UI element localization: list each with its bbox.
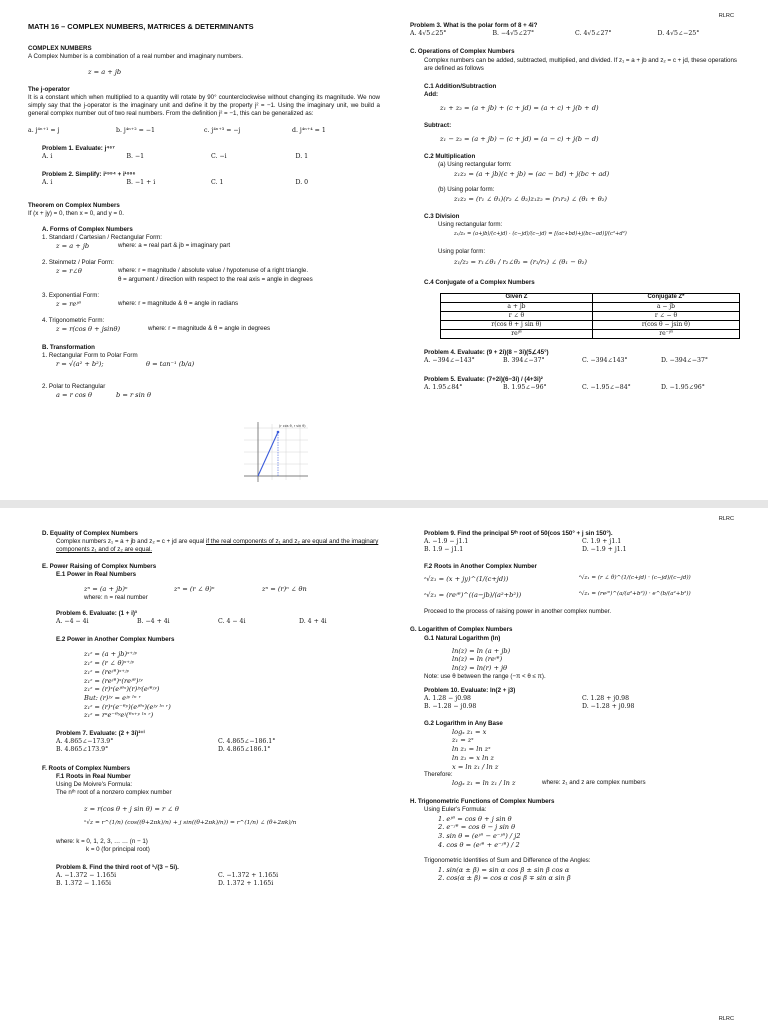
paragraph: Using De Moivre's Formula: <box>56 780 133 788</box>
choice: B. 4.865∠173.9° <box>56 746 109 754</box>
choice: B. −1.28 − j0.98 <box>424 703 477 711</box>
list-item: d. j⁴ⁿ⁺⁴ = 1 <box>292 126 326 134</box>
choice: D. −1.9 + j1.1 <box>582 546 627 554</box>
choice: C. 1.28 + j0.98 <box>582 695 630 703</box>
page2-left-column <box>28 530 380 1015</box>
graph-point-label: (r cos θ, r sin θ) <box>279 424 306 428</box>
page-2 <box>0 510 768 1015</box>
choices <box>28 153 380 161</box>
equation: zⁿ = (r)ⁿ ∠ θn <box>262 584 307 593</box>
subsection-heading: E.2 Power in Another Complex Numbers <box>56 636 175 644</box>
equation: zⁿ = (r ∠ θ)ⁿ <box>174 584 215 593</box>
note: where: a = real part & jb = imaginary part <box>118 242 231 250</box>
equation: z = a + jb <box>56 242 90 251</box>
section-heading: A. Forms of Complex Numbers <box>42 225 133 233</box>
equation: x = ln z₁ / ln z <box>452 762 499 771</box>
table-cell: r(cos θ − jsin θ) <box>592 321 739 330</box>
equation: ln(z) = ln (reʲᶿ) <box>452 655 503 664</box>
list-item: (a) Using rectangular form: <box>438 161 512 169</box>
section-heading: D. Equality of Complex Numbers <box>42 530 138 537</box>
choice: B. −1 <box>126 152 145 160</box>
choice: A. 1.95∠84° <box>424 383 463 391</box>
choice: B. −1 + i <box>126 179 156 187</box>
header-rlrc: RLRC <box>718 13 734 19</box>
text-underlined: if the real components of z₁ and z₂ are equal and the imaginary components z₁ and of z₂ are equal. <box>56 538 379 554</box>
equation: z₁ = zˣ <box>452 736 474 745</box>
choice: C. 4 − 4i <box>218 618 246 626</box>
note: θ = argument / direction with respect to the real axis = angle in degrees <box>118 275 313 283</box>
label: Subtract: <box>424 122 452 130</box>
text: Complex numbers z₁ = a + jb and z₂ = c + jd are equal <box>56 538 206 546</box>
equation: 1. sin(α ± β) = sin α cos β ± sin β cos α <box>438 865 570 874</box>
choice: D. 4√5∠−25° <box>657 30 700 38</box>
list-item: 2. Steinmetz / Polar Form: <box>42 258 114 266</box>
note: where: r = magnitude & θ = angle in radians <box>118 300 239 308</box>
subsection-heading: C.1 Addition/Subtraction <box>424 82 497 90</box>
note: where: n = real number <box>84 593 148 601</box>
choice: A. i <box>42 152 53 160</box>
choice: B. 1.9 − j1.1 <box>424 546 464 554</box>
paragraph: It is a constant which when multiplied to a quantity will rotate by 90° counterclockwise without changing its magnitude. We now simply say that the j-operator is the imaginary unit and define it by the property j² = −1. Using the imaginary unit, we build a general complex number out of two real numbers. From the definition j² = −1, this can be generalized as: <box>28 94 380 118</box>
table-cell: re⁻ʲᶿ <box>592 330 739 339</box>
page-1 <box>0 0 768 498</box>
equation: z₁/z₂ = r₁∠θ₁ / r₂∠θ₂ = (r₁/r₂) ∠ (θ₁ − θ₂) <box>454 258 587 267</box>
choice: D. −1.28 + j0.98 <box>582 703 635 711</box>
equation: ᶻ√z₁ = (x + jy)^(1/(c+jd)) <box>424 574 509 583</box>
page2-right-column <box>410 530 740 1015</box>
problem-3: Problem 3. What is the polar form of 8 + 4i? <box>410 22 538 29</box>
choice: B. 1.95∠−96° <box>503 383 547 391</box>
table-cell: a − jb <box>592 303 739 312</box>
equation: a = r cos θ <box>56 391 93 400</box>
page-separator <box>0 500 768 508</box>
table-header: Conjugate Z* <box>592 294 739 303</box>
choices <box>410 357 740 365</box>
subsection-heading: F.1 Roots in Real Number <box>56 772 131 780</box>
table-header: Given Z <box>441 294 593 303</box>
note: where: z₁ and z are complex numbers <box>542 779 646 787</box>
section-heading: COMPLEX NUMBERS <box>28 44 92 52</box>
problem-5: Problem 5. Evaluate: (7+2i)(6−3i) / (4+3i)² <box>424 375 543 383</box>
choice: D. 1 <box>295 152 309 160</box>
equation: logₓ z₁ = ln z₁ / ln z <box>452 779 516 788</box>
choice: C. 1.9 + j1.1 <box>582 538 622 546</box>
equation: ln(z) = ln(r) + jθ <box>452 664 508 673</box>
problem-4: Problem 4. Evaluate: (9 + 2i)(8 − 3i)(5∠45°) <box>424 349 549 357</box>
equation-block <box>410 728 740 772</box>
table-row <box>441 303 740 312</box>
equation: z₁ + z₂ = (a + jb) + (c + jd) = (a + c) + j(b + d) <box>440 104 599 113</box>
equation: z₁ᶻ = (reʲᶿ)ˣ(reʲᶿ)ʲʸ <box>84 676 143 685</box>
note: where: k = 0, 1, 2, 3, … … (n − 1) <box>56 837 148 845</box>
choices <box>410 384 740 392</box>
choice: A. −4 − 4i <box>56 618 89 626</box>
equation: z = reʲᶿ <box>56 300 82 309</box>
choice: D. −394∠−37° <box>661 357 709 365</box>
choice: C. −394∠143° <box>582 357 628 365</box>
equation: z = a + jb <box>88 68 122 77</box>
list-item: 4. Trigonometric Form: <box>42 316 105 324</box>
paragraph <box>28 538 380 554</box>
choice: C. 4.865∠−186.1° <box>218 738 276 746</box>
list-item: Using polar form: <box>438 248 486 256</box>
choice: B. 1.372 − 1.165i <box>56 880 112 888</box>
equation: ᶻ√z₁ = (r ∠ θ)^(1/(c+jd) · (c−jd)/(c−jd)) <box>579 574 691 581</box>
label: Add: <box>424 91 439 99</box>
choice: B. −4 + 4i <box>137 618 170 626</box>
equation: z₁ᶻ = (a + jb)ˣ⁺ʲʸ <box>84 650 137 659</box>
list-item: 1. Standard / Cartesian / Rectangular Form: <box>42 234 163 242</box>
list-item: c. j⁴ⁿ⁺³ = −j <box>204 126 241 134</box>
paragraph: If (x + jy) = 0, then x = 0, and y = 0. <box>28 209 124 217</box>
equation: z₁z₂ = (a + jb)(c + jb) = (ac − bd) + j(bc + ad) <box>454 170 610 179</box>
choice: A. −1.372 − 1.165i <box>56 872 117 880</box>
page1-left-column <box>28 22 380 498</box>
choice: A. i <box>42 179 53 187</box>
section-heading: Theorem on Complex Numbers <box>28 201 120 209</box>
subsection-heading: C.4 Conjugate of a Complex Numbers <box>424 279 535 286</box>
subsection-heading: G.1 Natural Logarithm (ln) <box>424 634 501 642</box>
choices <box>28 738 380 754</box>
list-item: 1. Rectangular Form to Polar Form <box>42 352 138 360</box>
equation: z = r(cos θ + jsinθ) <box>56 325 121 334</box>
section-heading: The j-operator <box>28 85 70 93</box>
equation: z₁ᶻ = (r ∠ θ)ˣ⁺ʲʸ <box>84 659 134 668</box>
choices <box>410 695 740 711</box>
table-cell: a + jb <box>441 303 593 312</box>
equation-block <box>410 647 740 673</box>
choices <box>28 179 380 187</box>
paragraph: Proceed to the process of raising power in another complex number. <box>424 608 612 616</box>
choice: D. −1.95∠96° <box>661 383 705 391</box>
equation: θ = tan⁻¹ (b/a) <box>146 360 195 369</box>
choice: C. 4√5∠27° <box>575 30 612 38</box>
page1-right-column <box>410 22 740 498</box>
choice: A. 4.865∠−173.9° <box>56 738 114 746</box>
choices <box>28 872 380 888</box>
table-cell: reʲᶿ <box>441 330 593 339</box>
equation-block <box>410 866 740 883</box>
equation: ᶻ√z₁ = (reʲᶿ)^((a−jb)/(a²+b²)) <box>424 591 522 600</box>
equation: But: (r)ʲʸ = eʲʸ ˡⁿ ʳ <box>84 693 141 702</box>
equation-block <box>410 815 740 850</box>
subsection-heading: F.2 Roots in Another Complex Number <box>424 562 537 570</box>
equation: logₓ z₁ = x <box>452 727 487 736</box>
equation: z₁ᶻ = rˣe⁻ᶿʸeʲ(ᶿˣ⁺ʸ ˡⁿ ʳ) <box>84 711 154 720</box>
note: where: r = magnitude / absolute value / hypotenuse of a right triangle. <box>118 267 309 275</box>
equation: 3. sin θ = (eʲᶿ − e⁻ʲᶿ) / j2 <box>438 831 521 840</box>
equation: z₁ᶻ = (r)ˣ(eʲᶿˣ)(r)ʲʸ(eʲᶿʲʸ) <box>84 685 160 694</box>
equation: ⁿ√z = r^(1/n) (cos((θ+2πk)/n) + j sin((θ+2πk)/n)) = r^(1/n) ∠ (θ+2πk)/n <box>84 820 297 827</box>
subsection-heading: G.2 Logarithm in Any Base <box>424 719 503 727</box>
choice: D. 0 <box>295 179 309 187</box>
choice: A. −394∠−143° <box>424 357 475 365</box>
equation: z₁/z₂ = (a+jb)/(c+jd) · (c−jd)/(c−jd) = [(ac+bd)+j(bc−ad)]/(c²+d²) <box>454 231 627 238</box>
equation: z₁ᶻ = (reʲᶿ)ˣ⁺ʲʸ <box>84 667 129 676</box>
choice: D. 1.372 + 1.165i <box>218 880 274 888</box>
equation: 2. e⁻ʲᶿ = cos θ − j sin θ <box>438 823 516 832</box>
problem-7: Problem 7. Evaluate: (2 + 3i)²⁺ⁱ <box>56 730 145 738</box>
table-row <box>441 321 740 330</box>
note: Note: use θ between the range (−π < θ ≤ π). <box>424 672 546 680</box>
list-item: 2. Polar to Rectangular <box>42 382 106 390</box>
choice: C. −1.95∠−84° <box>582 383 631 391</box>
list-item: (b) Using polar form: <box>438 185 495 193</box>
list-item: b. j⁴ⁿ⁺² = −1 <box>116 126 155 134</box>
equation: ln z₁ = ln zˣ <box>452 745 491 754</box>
paragraph: Trigonometric Identities of Sum and Difference of the Angles: <box>424 857 591 865</box>
equation: zⁿ = (a + jb)ⁿ <box>84 584 128 593</box>
equation-block <box>28 650 380 720</box>
choice: A. 4√5∠25° <box>410 30 447 38</box>
problem-1: Problem 1. Evaluate: j⁴⁶⁷ <box>42 144 115 152</box>
polar-graph-figure <box>238 420 310 486</box>
equation: 4. cos θ = (eʲᶿ + e⁻ʲᶿ) / 2 <box>438 840 520 849</box>
section-heading: B. Transformation <box>42 343 95 351</box>
subsection-heading: C.3 Division <box>424 212 460 220</box>
problem-6: Problem 6. Evaluate: (1 + i)³ <box>56 609 137 617</box>
table-cell: r(cos θ + j sin θ) <box>441 321 593 330</box>
equation: ln(z) = ln (a + jb) <box>452 646 511 655</box>
choice: D. 4 + 4i <box>299 618 327 626</box>
choice: D. 4.865∠186.1° <box>218 746 271 754</box>
equation: r = √(a² + b²); <box>56 360 104 369</box>
table-cell: r ∠ − θ <box>592 312 739 321</box>
note: k = 0 (for principal root) <box>86 845 150 853</box>
choice: A. 1.28 − j0.98 <box>424 695 471 703</box>
list-item: 3. Exponential Form: <box>42 292 100 300</box>
paragraph: Complex numbers can be added, subtracted, multiplied, and divided. If z₁ = a + jb and z₂ = c + jd, these operations are defined as follows <box>424 56 738 72</box>
j-powers <box>28 127 380 135</box>
conjugate-table <box>440 293 740 339</box>
list-item: a. j⁴ⁿ⁺¹ = j <box>28 126 60 134</box>
equation: ln z₁ = x ln z <box>452 753 495 762</box>
equation: z = r(cos θ + j sin θ) = r ∠ θ <box>84 805 179 814</box>
choice: A. −1.9 − j1.1 <box>424 538 469 546</box>
list-item: Using rectangular form: <box>438 221 503 229</box>
section-heading: F. Roots of Complex Numbers <box>42 764 131 772</box>
problem-8: Problem 8. Find the third root of ³√(3 − 5i). <box>56 864 179 872</box>
choices <box>410 538 740 554</box>
note: where: r = magnitude & θ = angle in degrees <box>148 325 271 333</box>
problem-9: Problem 9. Find the principal 5ᵗʰ root of 50(cos 150° + j sin 150°). <box>424 530 613 537</box>
choice: C. −i <box>211 152 227 160</box>
label: Therefore: <box>424 771 453 779</box>
section-heading: G. Logarithm of Complex Numbers <box>410 626 513 634</box>
page-title: MATH 16 – COMPLEX NUMBERS, MATRICES & DETERMINANTS <box>28 22 254 31</box>
equation: 1. eʲᶿ = cos θ + j sin θ <box>438 814 512 823</box>
equation: z₁ − z₂ = (a + jb) − (c + jd) = (a − c) + j(b − d) <box>440 135 599 144</box>
paragraph: A Complex Number is a combination of a real number and imaginary numbers. <box>28 52 243 60</box>
choice: C. −1.372 + 1.165i <box>218 872 279 880</box>
equation: z₁ᶻ = (r)ˣ(e⁻ᶿʸ)(eʲᶿˣ)(eʲʸ ˡⁿ ʳ) <box>84 702 171 711</box>
choices <box>28 618 380 626</box>
subsection-heading: E.1 Power in Real Numbers <box>56 570 137 578</box>
table-cell: r ∠ θ <box>441 312 593 321</box>
choice: B. 394∠−37° <box>503 357 545 365</box>
table-row <box>441 312 740 321</box>
section-heading: C. Operations of Complex Numbers <box>410 48 515 56</box>
table-row <box>441 330 740 339</box>
equation: ᶻ√z₁ = (reʲᶿ)^(a/(a²+b²)) · e^(b/(a²+b²)) <box>579 591 691 598</box>
equation: 2. cos(α ± β) = cos α cos β ∓ sin α sin β <box>438 874 571 883</box>
problem-2: Problem 2. Simplify: i¹⁹⁹⁴ + i¹⁹⁹⁶ <box>42 171 136 179</box>
section-heading: E. Power Raising of Complex Numbers <box>42 562 157 570</box>
equation: b = r sin θ <box>116 391 151 400</box>
equation: z = r∠θ <box>56 267 82 276</box>
choice: B. −4√5∠27° <box>492 30 535 38</box>
subsection-heading: C.2 Multiplication <box>424 152 476 160</box>
problem-10: Problem 10. Evaluate: ln(2 + j3) <box>424 687 516 695</box>
choices <box>410 30 740 38</box>
paragraph: The nᵗʰ root of a nonzero complex number <box>56 789 172 797</box>
footer-rlrc: RLRC <box>718 1016 734 1022</box>
section-heading: H. Trigonometric Functions of Complex Numbers <box>410 798 555 806</box>
header-rlrc: RLRC <box>718 516 734 522</box>
paragraph: Using Euler's Formula: <box>424 806 487 814</box>
choice: C. 1 <box>211 179 224 187</box>
equation: z₁z₂ = (r₁ ∠ θ₁)(r₂ ∠ θ₂)z₁z₂ = (r₁r₂) ∠ (θ₁ + θ₂) <box>454 195 607 204</box>
